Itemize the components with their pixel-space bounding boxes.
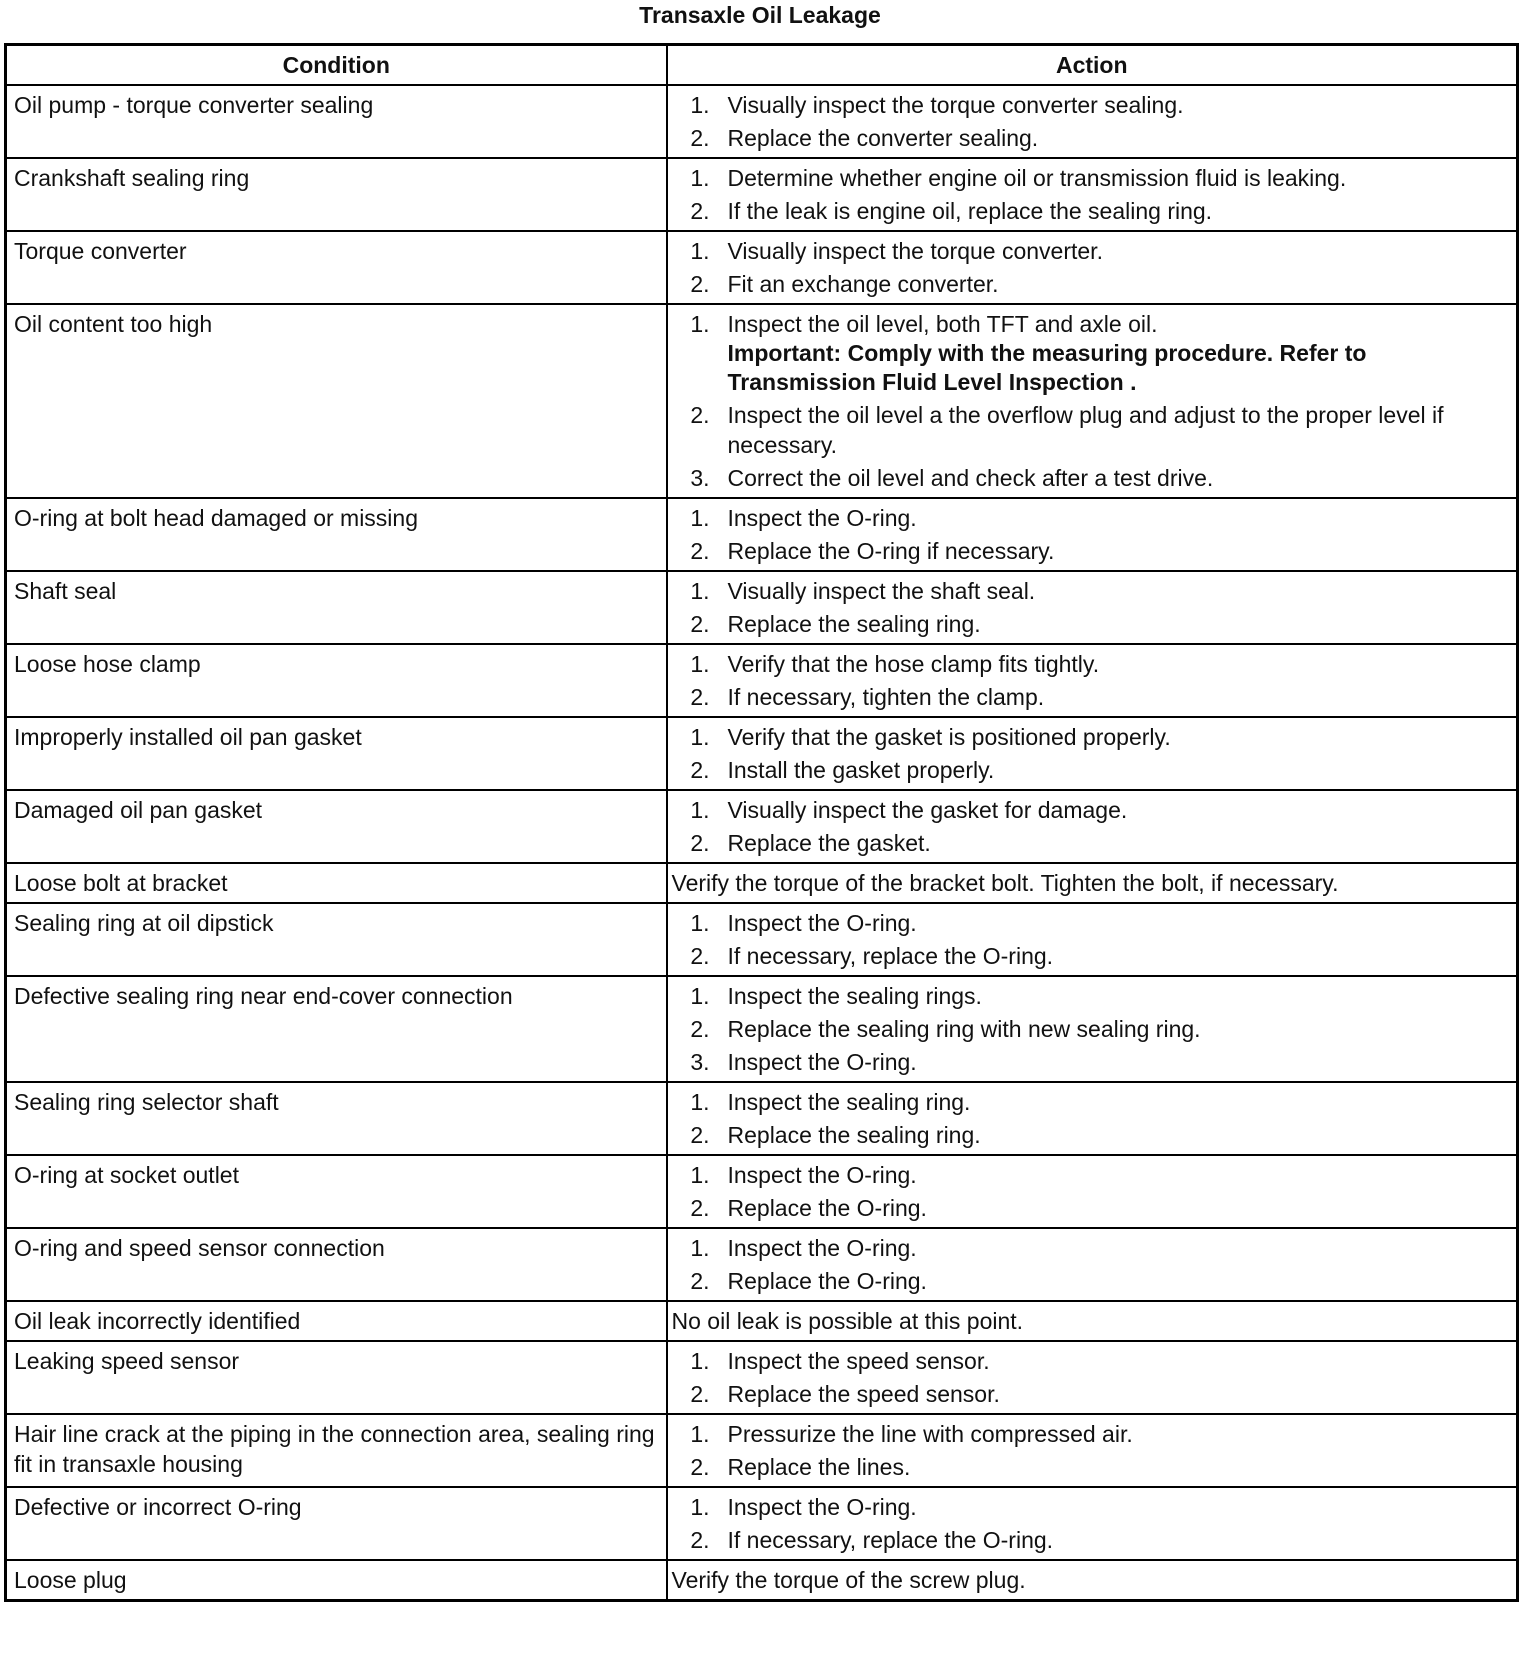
step-body bbox=[728, 163, 1509, 193]
condition-cell: Hair line crack at the piping in the connection area, sealing ring fit in transaxle housing bbox=[6, 1414, 667, 1487]
action-cell: Verify the torque of the bracket bolt. Tighten the bolt, if necessary. bbox=[667, 863, 1518, 903]
step-body bbox=[728, 1160, 1509, 1190]
step-number: 1. bbox=[690, 651, 710, 677]
action-step bbox=[672, 236, 1509, 266]
step-number: 1. bbox=[690, 1494, 710, 1520]
condition-cell: Oil content too high bbox=[6, 304, 667, 498]
important-note: Important: Comply with the measuring procedure. Refer to Transmission Fluid Level Inspection . bbox=[727, 340, 1367, 395]
step-body bbox=[728, 1266, 1509, 1296]
table-row bbox=[6, 158, 1518, 231]
step-text: Replace the sealing ring. bbox=[727, 611, 981, 637]
action-cell bbox=[667, 498, 1518, 571]
action-steps-list bbox=[672, 795, 1509, 858]
step-number: 3. bbox=[690, 465, 710, 491]
step-body bbox=[728, 123, 1509, 153]
step-number: 1. bbox=[690, 578, 710, 604]
step-number: 1. bbox=[690, 311, 710, 337]
action-step bbox=[672, 941, 1509, 971]
action-cell bbox=[667, 571, 1518, 644]
step-text: Inspect the O-ring. bbox=[727, 1162, 917, 1188]
condition-cell: Shaft seal bbox=[6, 571, 667, 644]
step-text: Replace the O-ring. bbox=[727, 1195, 927, 1221]
step-number: 1. bbox=[690, 92, 710, 118]
table-row bbox=[6, 903, 1518, 976]
step-body bbox=[728, 503, 1509, 533]
step-number: 1. bbox=[690, 724, 710, 750]
condition-cell: Crankshaft sealing ring bbox=[6, 158, 667, 231]
action-cell bbox=[667, 1082, 1518, 1155]
step-text: Replace the gasket. bbox=[727, 830, 931, 856]
action-step bbox=[672, 1120, 1509, 1150]
condition-cell: O-ring and speed sensor connection bbox=[6, 1228, 667, 1301]
action-steps-list bbox=[672, 981, 1509, 1077]
step-text: If necessary, replace the O-ring. bbox=[727, 1527, 1054, 1553]
action-step bbox=[672, 1047, 1509, 1077]
action-step bbox=[672, 163, 1509, 193]
step-body bbox=[728, 755, 1509, 785]
step-number: 1. bbox=[690, 1235, 710, 1261]
step-body bbox=[728, 941, 1509, 971]
action-steps-list bbox=[672, 236, 1509, 299]
action-cell bbox=[667, 790, 1518, 863]
action-step bbox=[672, 123, 1509, 153]
step-text: Verify that the gasket is positioned properly. bbox=[727, 724, 1171, 750]
action-steps-list bbox=[672, 503, 1509, 566]
step-body bbox=[728, 722, 1509, 752]
table-row bbox=[6, 1560, 1518, 1601]
step-text: Inspect the O-ring. bbox=[727, 1049, 917, 1075]
table-row bbox=[6, 644, 1518, 717]
condition-cell: Oil leak incorrectly identified bbox=[6, 1301, 667, 1341]
step-body bbox=[728, 400, 1509, 460]
step-text: Correct the oil level and check after a test drive. bbox=[727, 465, 1214, 491]
table-header-row bbox=[6, 45, 1518, 86]
step-text: If necessary, tighten the clamp. bbox=[727, 684, 1045, 710]
step-body bbox=[728, 90, 1509, 120]
step-body bbox=[728, 1193, 1509, 1223]
step-body bbox=[728, 981, 1509, 1011]
table-row bbox=[6, 231, 1518, 304]
step-text: Inspect the O-ring. bbox=[727, 1235, 917, 1261]
step-body bbox=[728, 649, 1509, 679]
step-text: Verify that the hose clamp fits tightly. bbox=[727, 651, 1100, 677]
step-number: 3. bbox=[690, 1049, 710, 1075]
step-number: 2. bbox=[690, 611, 710, 637]
action-cell bbox=[667, 1155, 1518, 1228]
action-steps-list bbox=[672, 722, 1509, 785]
step-number: 1. bbox=[690, 1162, 710, 1188]
step-number: 1. bbox=[690, 1089, 710, 1115]
action-step bbox=[672, 981, 1509, 1011]
step-text: Visually inspect the torque converter sealing. bbox=[727, 92, 1184, 118]
condition-cell: Sealing ring at oil dipstick bbox=[6, 903, 667, 976]
action-cell bbox=[667, 717, 1518, 790]
step-text: If the leak is engine oil, replace the sealing ring. bbox=[727, 198, 1213, 224]
step-body bbox=[728, 1452, 1509, 1482]
page-title: Transaxle Oil Leakage bbox=[639, 2, 881, 28]
step-text: Visually inspect the torque converter. bbox=[727, 238, 1103, 264]
step-text: Replace the lines. bbox=[727, 1454, 911, 1480]
action-step bbox=[672, 196, 1509, 226]
action-step bbox=[672, 1233, 1509, 1263]
action-cell bbox=[667, 644, 1518, 717]
action-steps-list bbox=[672, 576, 1509, 639]
action-cell bbox=[667, 158, 1518, 231]
condition-cell: Damaged oil pan gasket bbox=[6, 790, 667, 863]
table-row bbox=[6, 790, 1518, 863]
step-text: Inspect the speed sensor. bbox=[727, 1348, 990, 1374]
step-text: Replace the sealing ring with new sealing ring. bbox=[727, 1016, 1201, 1042]
step-text: Determine whether engine oil or transmission fluid is leaking. bbox=[727, 165, 1347, 191]
step-body bbox=[728, 908, 1509, 938]
condition-cell: Oil pump - torque converter sealing bbox=[6, 85, 667, 158]
table-row bbox=[6, 1301, 1518, 1341]
step-text: Replace the converter sealing. bbox=[727, 125, 1039, 151]
step-text: Visually inspect the shaft seal. bbox=[727, 578, 1036, 604]
table-row bbox=[6, 976, 1518, 1082]
condition-cell: Defective or incorrect O-ring bbox=[6, 1487, 667, 1560]
step-number: 2. bbox=[690, 1122, 710, 1148]
action-step bbox=[672, 1492, 1509, 1522]
step-number: 2. bbox=[690, 684, 710, 710]
action-cell bbox=[667, 976, 1518, 1082]
step-number: 2. bbox=[690, 1016, 710, 1042]
action-steps-list bbox=[672, 908, 1509, 971]
step-number: 2. bbox=[690, 943, 710, 969]
step-number: 1. bbox=[690, 797, 710, 823]
condition-cell: Loose bolt at bracket bbox=[6, 863, 667, 903]
condition-cell: Leaking speed sensor bbox=[6, 1341, 667, 1414]
step-body bbox=[728, 1492, 1509, 1522]
condition-cell: Improperly installed oil pan gasket bbox=[6, 717, 667, 790]
step-text: If necessary, replace the O-ring. bbox=[727, 943, 1054, 969]
action-steps-list bbox=[672, 1346, 1509, 1409]
step-body bbox=[728, 1014, 1509, 1044]
action-step bbox=[672, 722, 1509, 752]
action-steps-list bbox=[672, 1233, 1509, 1296]
action-step bbox=[672, 1525, 1509, 1555]
step-text: Inspect the sealing rings. bbox=[727, 983, 982, 1009]
table-row bbox=[6, 498, 1518, 571]
step-text: Pressurize the line with compressed air. bbox=[727, 1421, 1133, 1447]
table-row bbox=[6, 1082, 1518, 1155]
table-body bbox=[6, 85, 1518, 1601]
table-row bbox=[6, 1341, 1518, 1414]
action-cell bbox=[667, 1228, 1518, 1301]
step-text: Replace the O-ring if necessary. bbox=[727, 538, 1055, 564]
table-row bbox=[6, 85, 1518, 158]
table-row bbox=[6, 1155, 1518, 1228]
step-number: 2. bbox=[690, 402, 710, 428]
step-number: 2. bbox=[690, 1195, 710, 1221]
step-body bbox=[728, 1233, 1509, 1263]
action-cell: Verify the torque of the screw plug. bbox=[667, 1560, 1518, 1601]
step-number: 2. bbox=[690, 1268, 710, 1294]
action-cell bbox=[667, 1341, 1518, 1414]
step-text: Replace the O-ring. bbox=[727, 1268, 927, 1294]
step-text: Replace the speed sensor. bbox=[727, 1381, 1000, 1407]
step-body bbox=[728, 1379, 1509, 1409]
step-number: 2. bbox=[690, 198, 710, 224]
step-body bbox=[728, 1346, 1509, 1376]
step-number: 1. bbox=[690, 505, 710, 531]
action-step bbox=[672, 795, 1509, 825]
action-steps-list bbox=[672, 1492, 1509, 1555]
step-number: 2. bbox=[690, 1454, 710, 1480]
step-body bbox=[728, 463, 1509, 493]
action-step bbox=[672, 1452, 1509, 1482]
action-step bbox=[672, 649, 1509, 679]
action-step bbox=[672, 576, 1509, 606]
action-step bbox=[672, 682, 1509, 712]
step-number: 2. bbox=[690, 830, 710, 856]
step-body bbox=[728, 795, 1509, 825]
action-cell bbox=[667, 903, 1518, 976]
table-row bbox=[6, 1414, 1518, 1487]
action-step bbox=[672, 503, 1509, 533]
leakage-table bbox=[4, 43, 1519, 1602]
step-body bbox=[728, 1419, 1509, 1449]
action-step bbox=[672, 1087, 1509, 1117]
step-text: Inspect the O-ring. bbox=[727, 910, 917, 936]
condition-cell: O-ring at bolt head damaged or missing bbox=[6, 498, 667, 571]
action-step bbox=[672, 1160, 1509, 1190]
action-steps-list bbox=[672, 1419, 1509, 1482]
step-body bbox=[728, 1087, 1509, 1117]
step-body bbox=[728, 269, 1509, 299]
action-column-header: Action bbox=[667, 45, 1518, 86]
step-text: Inspect the oil level a the overflow plug and adjust to the proper level if necessary. bbox=[727, 402, 1444, 458]
action-cell bbox=[667, 1487, 1518, 1560]
action-step bbox=[672, 90, 1509, 120]
step-body bbox=[728, 609, 1509, 639]
step-text: Inspect the oil level, both TFT and axle oil. bbox=[727, 311, 1158, 337]
step-body bbox=[728, 309, 1509, 397]
action-step bbox=[672, 463, 1509, 493]
step-text: Inspect the O-ring. bbox=[727, 1494, 917, 1520]
action-steps-list bbox=[672, 309, 1509, 493]
action-step bbox=[672, 1419, 1509, 1449]
table-row bbox=[6, 863, 1518, 903]
table-row bbox=[6, 717, 1518, 790]
step-number: 2. bbox=[690, 125, 710, 151]
step-body bbox=[728, 236, 1509, 266]
action-cell bbox=[667, 85, 1518, 158]
action-cell: No oil leak is possible at this point. bbox=[667, 1301, 1518, 1341]
step-text: Fit an exchange converter. bbox=[727, 271, 999, 297]
action-steps-list bbox=[672, 163, 1509, 226]
step-body bbox=[728, 682, 1509, 712]
step-body bbox=[728, 828, 1509, 858]
step-body bbox=[728, 1047, 1509, 1077]
step-number: 2. bbox=[690, 271, 710, 297]
step-number: 1. bbox=[690, 238, 710, 264]
step-number: 1. bbox=[690, 165, 710, 191]
action-step bbox=[672, 1014, 1509, 1044]
step-number: 2. bbox=[690, 757, 710, 783]
action-cell bbox=[667, 231, 1518, 304]
action-steps-list bbox=[672, 1160, 1509, 1223]
action-step bbox=[672, 309, 1509, 397]
step-body bbox=[728, 1120, 1509, 1150]
condition-cell: Defective sealing ring near end-cover connection bbox=[6, 976, 667, 1082]
action-step bbox=[672, 269, 1509, 299]
action-step bbox=[672, 536, 1509, 566]
condition-cell: O-ring at socket outlet bbox=[6, 1155, 667, 1228]
step-text: Inspect the O-ring. bbox=[727, 505, 917, 531]
condition-column-header: Condition bbox=[6, 45, 667, 86]
action-step bbox=[672, 400, 1509, 460]
action-step bbox=[672, 1266, 1509, 1296]
step-number: 1. bbox=[690, 910, 710, 936]
step-number: 1. bbox=[690, 983, 710, 1009]
table-row bbox=[6, 1228, 1518, 1301]
action-step bbox=[672, 828, 1509, 858]
step-number: 2. bbox=[690, 1381, 710, 1407]
action-step bbox=[672, 1379, 1509, 1409]
step-body bbox=[728, 196, 1509, 226]
step-body bbox=[728, 1525, 1509, 1555]
condition-cell: Loose hose clamp bbox=[6, 644, 667, 717]
step-text: Install the gasket properly. bbox=[727, 757, 995, 783]
action-step bbox=[672, 755, 1509, 785]
condition-cell: Torque converter bbox=[6, 231, 667, 304]
action-step bbox=[672, 908, 1509, 938]
action-cell bbox=[667, 304, 1518, 498]
table-row bbox=[6, 1487, 1518, 1560]
step-body bbox=[728, 576, 1509, 606]
step-text: Inspect the sealing ring. bbox=[727, 1089, 971, 1115]
table-row bbox=[6, 304, 1518, 498]
condition-cell: Loose plug bbox=[6, 1560, 667, 1601]
action-steps-list bbox=[672, 90, 1509, 153]
action-step bbox=[672, 609, 1509, 639]
condition-cell: Sealing ring selector shaft bbox=[6, 1082, 667, 1155]
step-text: Visually inspect the gasket for damage. bbox=[727, 797, 1128, 823]
step-number: 1. bbox=[690, 1348, 710, 1374]
step-text: Replace the sealing ring. bbox=[727, 1122, 981, 1148]
action-cell bbox=[667, 1414, 1518, 1487]
action-step bbox=[672, 1346, 1509, 1376]
step-number: 1. bbox=[690, 1421, 710, 1447]
action-steps-list bbox=[672, 1087, 1509, 1150]
table-row bbox=[6, 571, 1518, 644]
step-number: 2. bbox=[690, 1527, 710, 1553]
step-number: 2. bbox=[690, 538, 710, 564]
action-step bbox=[672, 1193, 1509, 1223]
action-steps-list bbox=[672, 649, 1509, 712]
step-body bbox=[728, 536, 1509, 566]
